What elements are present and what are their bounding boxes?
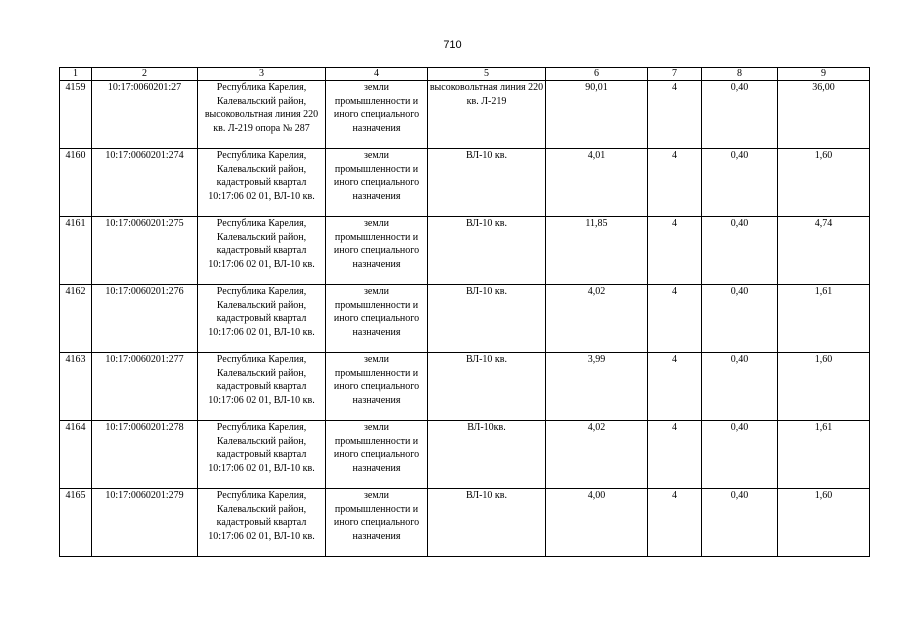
value-cell-col6: 4,01	[546, 149, 648, 217]
value-cell-col9: 4,74	[778, 217, 870, 285]
table-row	[60, 81, 870, 149]
cadastral-number-cell: 10:17:0060201:27	[92, 81, 198, 149]
column-header: 8	[702, 68, 778, 81]
row-number-cell: 4163	[60, 353, 92, 421]
row-number-cell: 4160	[60, 149, 92, 217]
cadastral-number-cell: 10:17:0060201:278	[92, 421, 198, 489]
row-number-cell: 4162	[60, 285, 92, 353]
row-number-cell: 4165	[60, 489, 92, 557]
location-cell: Республика Карелия, Калевальский район, кадастровый квартал 10:17:06 02 01, ВЛ-10 кв.	[198, 489, 326, 557]
table-row	[60, 149, 870, 217]
value-cell-col8: 0,40	[702, 81, 778, 149]
land-category-cell: земли промышленности и иного специального назначения	[326, 421, 428, 489]
value-cell-col8: 0,40	[702, 353, 778, 421]
location-cell: Республика Карелия, Калевальский район, кадастровый квартал 10:17:06 02 01, ВЛ-10 кв.	[198, 285, 326, 353]
land-category-cell: земли промышленности и иного специального назначения	[326, 285, 428, 353]
row-number-cell: 4164	[60, 421, 92, 489]
column-header: 3	[198, 68, 326, 81]
table-row	[60, 353, 870, 421]
location-cell: Республика Карелия, Калевальский район, кадастровый квартал 10:17:06 02 01, ВЛ-10 кв.	[198, 421, 326, 489]
table-row	[60, 489, 870, 557]
value-cell-col7: 4	[648, 353, 702, 421]
value-cell-col9: 36,00	[778, 81, 870, 149]
value-cell-col6: 90,01	[546, 81, 648, 149]
value-cell-col9: 1,60	[778, 353, 870, 421]
value-cell-col8: 0,40	[702, 285, 778, 353]
value-cell-col8: 0,40	[702, 217, 778, 285]
value-cell-col6: 3,99	[546, 353, 648, 421]
cadastral-number-cell: 10:17:0060201:276	[92, 285, 198, 353]
value-cell-col8: 0,40	[702, 149, 778, 217]
land-category-cell: земли промышленности и иного специального назначения	[326, 489, 428, 557]
column-header: 7	[648, 68, 702, 81]
permitted-use-cell: ВЛ-10 кв.	[428, 489, 546, 557]
value-cell-col8: 0,40	[702, 489, 778, 557]
cadastral-number-cell: 10:17:0060201:277	[92, 353, 198, 421]
land-category-cell: земли промышленности и иного специального назначения	[326, 149, 428, 217]
location-cell: Республика Карелия, Калевальский район, кадастровый квартал 10:17:06 02 01, ВЛ-10 кв.	[198, 353, 326, 421]
value-cell-col7: 4	[648, 489, 702, 557]
value-cell-col6: 4,02	[546, 421, 648, 489]
cadastral-number-cell: 10:17:0060201:279	[92, 489, 198, 557]
location-cell: Республика Карелия, Калевальский район, высоковольтная линия 220 кв. Л-219 опора № 287	[198, 81, 326, 149]
permitted-use-cell: ВЛ-10 кв.	[428, 149, 546, 217]
value-cell-col7: 4	[648, 81, 702, 149]
table-row	[60, 421, 870, 489]
permitted-use-cell: ВЛ-10 кв.	[428, 285, 546, 353]
page-number: 710	[443, 39, 462, 51]
value-cell-col9: 1,61	[778, 421, 870, 489]
column-header: 2	[92, 68, 198, 81]
permitted-use-cell: ВЛ-10кв.	[428, 421, 546, 489]
value-cell-col6: 4,02	[546, 285, 648, 353]
column-header: 5	[428, 68, 546, 81]
value-cell-col7: 4	[648, 421, 702, 489]
row-number-cell: 4161	[60, 217, 92, 285]
column-header: 4	[326, 68, 428, 81]
row-number-cell: 4159	[60, 81, 92, 149]
land-plots-table	[59, 67, 870, 557]
land-category-cell: земли промышленности и иного специального назначения	[326, 353, 428, 421]
permitted-use-cell: ВЛ-10 кв.	[428, 353, 546, 421]
value-cell-col9: 1,61	[778, 285, 870, 353]
value-cell-col6: 11,85	[546, 217, 648, 285]
permitted-use-cell: ВЛ-10 кв.	[428, 217, 546, 285]
land-category-cell: земли промышленности и иного специального назначения	[326, 81, 428, 149]
permitted-use-cell: высоковольтная линия 220 кв. Л-219	[428, 81, 546, 149]
table-header-row	[60, 68, 870, 81]
value-cell-col7: 4	[648, 149, 702, 217]
location-cell: Республика Карелия, Калевальский район, кадастровый квартал 10:17:06 02 01, ВЛ-10 кв.	[198, 149, 326, 217]
column-header: 6	[546, 68, 648, 81]
value-cell-col7: 4	[648, 217, 702, 285]
value-cell-col6: 4,00	[546, 489, 648, 557]
location-cell: Республика Карелия, Калевальский район, кадастровый квартал 10:17:06 02 01, ВЛ-10 кв.	[198, 217, 326, 285]
column-header: 1	[60, 68, 92, 81]
value-cell-col8: 0,40	[702, 421, 778, 489]
table-row	[60, 217, 870, 285]
land-category-cell: земли промышленности и иного специального назначения	[326, 217, 428, 285]
table-row	[60, 285, 870, 353]
value-cell-col9: 1,60	[778, 149, 870, 217]
value-cell-col7: 4	[648, 285, 702, 353]
value-cell-col9: 1,60	[778, 489, 870, 557]
column-header: 9	[778, 68, 870, 81]
cadastral-number-cell: 10:17:0060201:275	[92, 217, 198, 285]
cadastral-number-cell: 10:17:0060201:274	[92, 149, 198, 217]
